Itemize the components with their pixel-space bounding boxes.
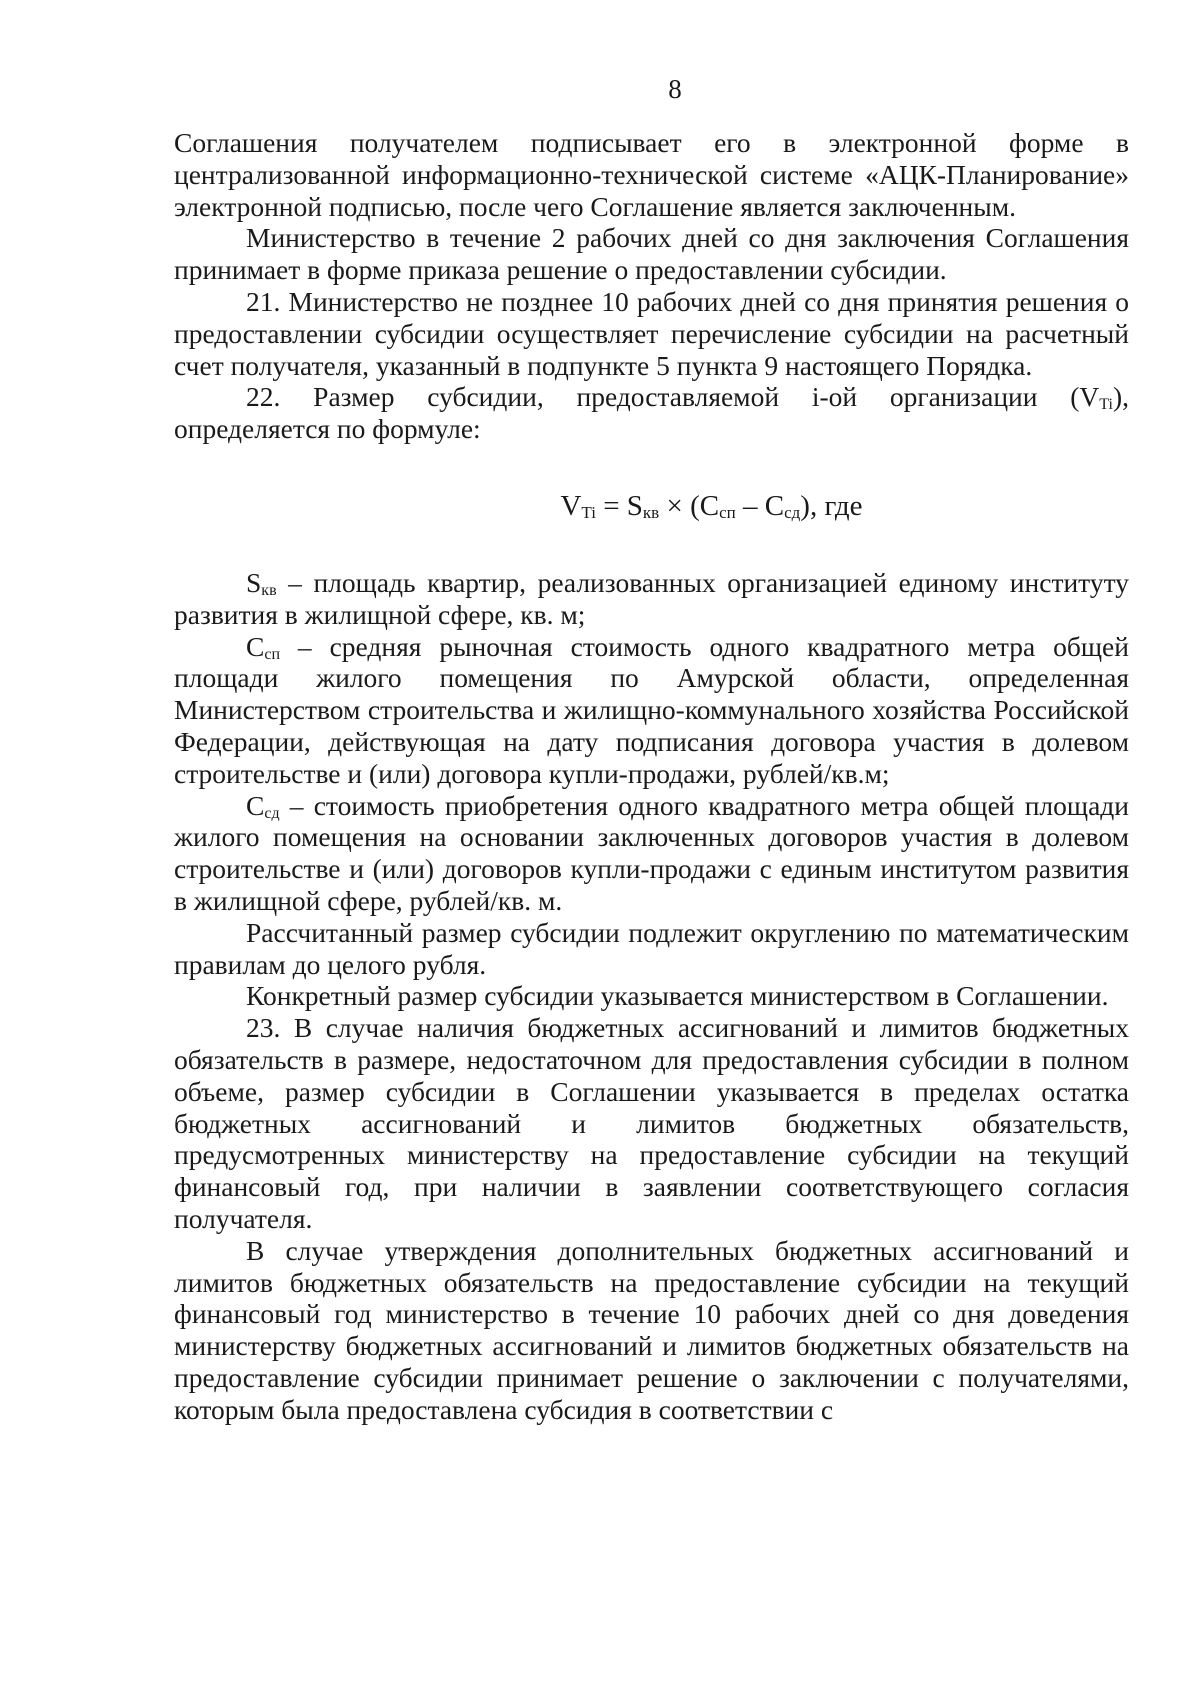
definition-s-kv	[174, 567, 1129, 631]
page-number: 8	[668, 74, 682, 104]
formula-c1-sub: сп	[719, 502, 736, 522]
formula-mult: × (C	[659, 489, 720, 522]
formula-v: V	[560, 489, 582, 522]
definition-subscript: кв	[261, 581, 277, 599]
paragraph-22	[174, 381, 1129, 445]
subsidy-formula	[174, 489, 1129, 523]
definition-symbol: S	[246, 566, 262, 598]
definition-subscript: сп	[264, 645, 281, 663]
formula-v-sub: Ti	[581, 502, 596, 522]
definition-symbol: С	[246, 630, 265, 662]
paragraph-22-tail: ), определяется по формуле:	[174, 381, 1129, 445]
paragraph-23: 23. В случае наличия бюджетных ассигнований и лимитов бюджетных обязательств в размере, недостаточном для предоставления субсидии в полном объеме, размер субсидии в Соглашении указывается в пределах остатка бюджетных ассигнований и лимитов бюджетных обязательств, предусмотренных министерству на предоставление субсидии на текущий финансовый год, при наличии в заявлении соответствующего согласия получателя.	[174, 1012, 1129, 1234]
definition-text: – средняя рыночная стоимость одного квадратного метра общей площади жилого помещения по Амурской области, определенная Министерством строительства и жилищно-коммунального хозяйства Российской Федерации, действующая на дату подписания договора участия в долевом строительстве и (или) договора купли-продажи, рублей/кв.м;	[174, 630, 1129, 789]
definition-symbol: С	[246, 789, 265, 821]
paragraph-specific-amount: Конкретный размер субсидии указывается министерством в Соглашении.	[246, 980, 1109, 1012]
formula-tail: ), где	[800, 489, 863, 522]
definition-c-sd	[174, 790, 1129, 917]
definition-subscript: сд	[264, 804, 280, 822]
paragraph-additional-allocations: В случае утверждения дополнительных бюджетных ассигнований и лимитов бюджетных обязательств на предоставление субсидии на текущий финансовый год министерство в течение 10 рабочих дней со дня доведения министерству бюджетных ассигнований и лимитов бюджетных обязательств на предоставление субсидии принимает решение о заключении с получателями, которым была предоставлена субсидия в соответствии с	[174, 1234, 1129, 1425]
paragraph-agreement-signing: Соглашения получателем подписывает его в электронной форме в централизованной информационно-технической системе «АЦК-Планирование» электронной подписью, после чего Соглашение является заключенным.	[174, 127, 1129, 222]
definition-c-sp	[174, 631, 1129, 790]
formula-minus: – C	[735, 489, 785, 522]
definition-text: – площадь квартир, реализованных организацией единому институту развития в жилищной сфере, кв. м;	[174, 566, 1129, 630]
paragraph-ministry-decision: Министерство в течение 2 рабочих дней со дня заключения Соглашения принимает в форме приказа решение о предоставлении субсидии.	[174, 222, 1129, 286]
definition-text: – стоимость приобретения одного квадратного метра общей площади жилого помещения на основании заключенных договоров участия в долевом строительстве и (или) договоров купли-продажи с единым институтом развития в жилищной сфере, рублей/кв. м.	[174, 789, 1129, 916]
paragraph-21: 21. Министерство не позднее 10 рабочих дней со дня принятия решения о предоставлении субсидии осуществляет перечисление субсидии на расчетный счет получателя, указанный в подпункте 5 пункта 9 настоящего Порядка.	[174, 285, 1129, 381]
formula-eq: = S	[595, 489, 643, 522]
paragraph-22-text: 22. Размер субсидии, предоставляемой i-ой организации (V	[246, 381, 1100, 413]
document-body	[174, 127, 1129, 1425]
formula-c2-sub: сд	[784, 502, 801, 522]
paragraph-rounding: Рассчитанный размер субсидии подлежит округлению по математическим правилам до целого рубля.	[174, 916, 1129, 980]
formula-s-sub: кв	[642, 502, 660, 522]
paragraph-22-subscript: Ti	[1099, 396, 1113, 414]
